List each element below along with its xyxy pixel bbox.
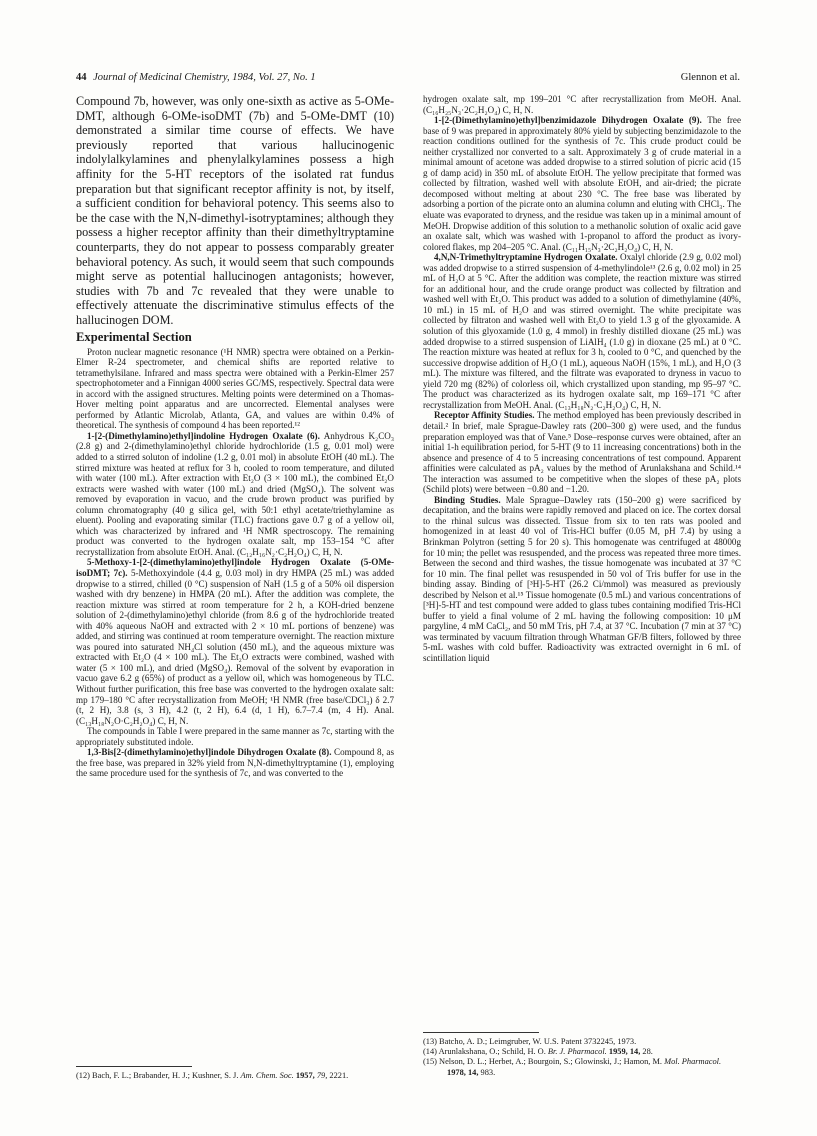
footnotes-left xyxy=(76,1066,394,1081)
binding-studies-text: Male Sprague–Dawley rats (150–200 g) were sacrificed by decapitation, and the brains were rapidly removed and placed on ice. The cortex dorsal to the rhinal sulcus was dissected. Tissue from six to ten rats was pooled and homogenized in at least 40 vol of Tris-HCl buffer (0.05 M, pH 7.4) by using a Brinkman Polytron (setting 5 for 20 s). This homogenate was centrifuged at 48000g for 10 min; the pellet was resuspended, and the process was repeated three more times. Between the second and third washes, the tissue homogenate was incubated at 37 °C for 10 min. The final pellet was resuspended in 50 vol of Tris buffer for use in the binding assay. Binding of [³H]-5-HT (26.2 Ci/mmol) was measured as previously described by Nelson et al.¹⁵ Tissue homogenate (0.5 mL) and various concentrations of [³H]-5-HT and test compound were added to glass tubes containing modified Tris-HCl buffer to yield a final volume of 2 mL having the following composition: 10 μM pargyline, 4 mM CaCl₂, and 50 mM Tris, pH 7.4, at 37 °C. Incubation (7 min at 37 °C) was terminated by vacuum filtration through Whatman GF/B filters, followed by three 5-mL washes with cold buffer. Radioactivity was extracted overnight in 6 mL of scintillation liquid xyxy=(423,494,742,663)
footnote-volume: 79, xyxy=(316,1071,328,1080)
page-number: 44 xyxy=(76,72,87,83)
footnote-year: 1957, xyxy=(295,1071,315,1080)
receptor-affinity-paragraph xyxy=(423,410,741,494)
compound-8-text: Compound 8, as the free base, was prepared in 32% yield from N,N-dimethyltryptamine (1), employing the same procedure used for the synthesis of 7c, and was converted to the xyxy=(76,747,394,779)
footnote-authors: Nelson, D. L.; Herbet, A.; Bourgoin, S.; Glowinski, J.; Hamon, M. xyxy=(439,1057,662,1067)
footnote-volume: 1978, 14, xyxy=(447,1067,479,1077)
footnote-number: (13) xyxy=(423,1037,437,1046)
footnote-15 xyxy=(423,1057,741,1077)
running-header xyxy=(76,70,740,86)
header-authors: Glennon et al. xyxy=(680,72,740,83)
footnote-pages: 983. xyxy=(480,1067,496,1077)
left-column xyxy=(76,94,394,779)
footnote-pages: 28. xyxy=(642,1047,653,1057)
table-compounds-paragraph: The compounds in Table I were prepared in the same manner as 7c, starting with the appropriately substituted indole. xyxy=(76,726,394,747)
compound-7c-paragraph xyxy=(76,557,394,726)
compound-7c-text: 5-Methoxyindole (4.4 g, 0.03 mol) in dry HMPA (25 mL) was added dropwise to a stirred, chilled (0 °C) suspension of NaH (1.5 g of a 50% oil dispersion washed with dry benzene) in HMPA (20 mL). After the addition was complete, the reaction mixture was stirred at room temperature for 2 h, a KOH-dried benzene solution of 2-(dimethylamino)ethyl chloride (from 8.6 g of the hydrochloride treated with 40% aqueous NaOH and extracted with 2 × 10 mL portions of benzene) was added, and stirring was continued at room temperature overnight. The reaction mixture was poured into saturated NH₄Cl solution (450 mL), and the aqueous mixture was extracted with Et₂O (4 × 100 mL). The Et₂O extracts were combined, washed with water (5 × 100 mL), and dried (MgSO₄). Removal of the solvent by evaporation in vacuo gave 6.2 g (65%) of product as a yellow oil, which was homogeneous by TLC. Without further purification, this free base was converted to the hydrogen oxalate salt: mp 179–180 °C after recrystallization from MeOH; ¹H NMR (free base/CDCl₃) δ 2.7 (t, 2 H), 3.8 (s, 3 H), 4.2 (t, 2 H), 6.4 (d, 1 H), 6.7–7.4 (m, 4 H). Anal. (C₁₃H₁₈N₂O·C₂H₂O₄) C, H, N. xyxy=(76,567,395,726)
footnote-rule xyxy=(76,1066,192,1067)
intro-paragraph: Compound 7b, however, was only one-sixth as active as 5-OMe-DMT, although 6-OMe-isoDMT (7b) and 5-OMe-DMT (10) demonstrated a similar time course of effects. We have previously reported that various hallucinogenic indolylalkylamines and phenylalkylamines possess a high affinity for the 5-HT receptors of the isolated rat fundus preparation but that significant receptor affinity is not, by itself, a sufficient condition for behavioral potency. This seems also to be the case with the N,N-dimethyl-isotryptamines; although they possess a higher receptor affinity than their dimethyltryptamine counterparts, they do not appear to possess comparably greater behavioral potency. As such, it would seem that such compounds might serve as potential hallucinogen antagonists; however, studies with 7b and 7c revealed that they were unable to effectively attenuate the discriminative stimulus effects of the hallucinogen DOM. xyxy=(76,94,394,327)
trimethyltryptamine-text: Oxalyl chloride (2.9 g, 0.02 mol) was added dropwise to a stirred suspension of 4-methylindole¹³ (2.6 g, 0.02 mol) in 25 mL of H₂O at 5 °C. After the addition was complete, the reaction mixture was stirred for an additional hour, and the crude orange product was collected by filtration and washed well with Et₂O. This product was added to a solution of dimethylamine (40%, 10 mL) in 15 mL of H₂O and was stirred overnight. The white precipitate was collected by filtraton and washed well with Et₂O to yield 1.3 g of the glyoxamide. A solution of this glyoxamide (1.0 g, 4 mmol) in freshly distilled dioxane (25 mL) was added dropwise to a stirred suspension of LiAlH₄ (1.0 g) in dioxane (25 mL) at 0 °C. The reaction mixture was heated at reflux for 3 h, cooled to 0 °C, and quenched by the successive dropwise addition of H₂O (1 mL), aqueous NaOH (15%, 1 mL), and H₂O (3 mL). The mixture was filtered, and the filtrate was evaporated to dryness in vacuo to yield 720 mg (82%) of colorless oil, which crystallized upon standing, mp 95–97 °C. The product was characterized as its hydrogen oxalate salt, mp 169–171 °C after recrystallization from MeOH. Anal. (C₁₃H₁₈N₂·C₂H₂O₄) C, H, N. xyxy=(423,252,742,410)
footnote-text: Batcho, A. D.; Leimgruber, W. U.S. Patent 3732245, 1973. xyxy=(439,1037,637,1046)
continuation-paragraph: hydrogen oxalate salt, mp 199–201 °C after recrystallization from MeOH. Anal. (C₁₆H₂₅N₃·2C₂H₂O₄) C, H, N. xyxy=(423,94,741,115)
footnote-authors: Arunlakshana, O.; Schild, H. O. xyxy=(438,1047,546,1057)
footnote-journal: Br. J. Pharmacol. xyxy=(547,1047,607,1057)
footnote-journal: Am. Chem. Soc. xyxy=(240,1071,294,1080)
footnote-14 xyxy=(423,1047,741,1057)
compound-6-heading: 1-[2-(Dimethylamino)ethyl]indoline Hydrogen Oxalate (6). xyxy=(87,430,320,441)
footnote-12 xyxy=(76,1071,394,1081)
receptor-affinity-heading: Receptor Affinity Studies. xyxy=(434,410,535,421)
footnote-number: (12) xyxy=(76,1071,90,1080)
footnote-volume: 1959, 14, xyxy=(608,1047,641,1057)
binding-studies-paragraph xyxy=(423,495,741,664)
right-column xyxy=(423,94,741,664)
compound-8-paragraph xyxy=(76,747,394,779)
trimethyltryptamine-heading: 4,N,N-Trimethyltryptamine Hydrogen Oxalate. xyxy=(434,252,618,263)
footnote-pages: 2221. xyxy=(329,1071,349,1080)
compound-9-heading: 1-[2-(Dimethylamino)ethyl]benzimidazole Dihydrogen Oxalate (9). xyxy=(434,115,702,126)
compound-7c-heading: 5-Methoxy-1-[2-(dimethylamino)ethyl]indole Hydrogen Oxalate (5-OMe-isoDMT; 7c). xyxy=(76,557,394,578)
compound-9-paragraph xyxy=(423,115,741,252)
compound-6-text: Anhydrous K₂CO₃ (2.8 g) and 2-(dimethylamino)ethyl chloride hydrochloride (1.5 g, 0.01 mol) were added to a stirred soluton of indoline (1.2 g, 0.01 mol) in absolute EtOH (40 mL). The stirred mixture was heated at reflux for 3 h, cooled to room temperature, and diluted with water (100 mL). After extraction with Et₂O (3 × 100 mL), the combined Et₂O extracts were washed with water (100 mL) and dried (MgSO₄). The solvent was removed by evaporation in vacuo, and the crude brown product was purified by column chromatography (40 g silica gel, with 50:1 ethyl acetate/triethylamine as eluent). Pooling and evaporating similar (TLC) fractions gave 0.7 g of a yellow oil, which was characterized by infrared and ¹H NMR spectroscopy. The remaining product was converted to the hydrogen oxalate salt, mp 153–154 °C after recrystallization from absolute EtOH. Anal. (C₁₂H₁₆N₂·C₂H₂O₄) C, H, N. xyxy=(76,430,394,557)
section-title: Experimental Section xyxy=(76,329,192,344)
footnote-rule xyxy=(423,1032,539,1033)
trimethyltryptamine-paragraph xyxy=(423,252,741,410)
footnote-13 xyxy=(423,1037,741,1047)
compound-8-heading: 1,3-Bis[2-(dimethylamino)ethyl]indole Dihydrogen Oxalate (8). xyxy=(87,747,332,758)
footnote-number: (14) xyxy=(423,1047,437,1057)
footnote-number: (15) xyxy=(423,1057,437,1067)
footnotes-right xyxy=(423,1032,741,1078)
journal-citation: Journal of Medicinal Chemistry, 1984, Vol. 27, No. 1 xyxy=(93,72,316,83)
footnote-authors: Bach, F. L.; Brabander, H. J.; Kushner, S. J. xyxy=(92,1071,239,1080)
binding-studies-heading: Binding Studies. xyxy=(434,494,501,505)
receptor-affinity-text: The method employed has been previously described in detail.² In brief, male Sprague-Dawley rats (200–300 g) were used, and the fundus preparation employed was that of Vane.⁵ Dose–response curves were obtained, after an initial 1-h equilibration period, for 5-HT (9 to 11 increasing concentrations) both in the absence and presence of 4 to 5 increasing concentrations of test compound. Apparent affinities were calculated as pA₂ values by the method of Arunlakshana and Schild.¹⁴ The interaction was assumed to be competitive when the slopes of these pA₂ plots (Schild plots) were between −0.80 and −1.20. xyxy=(423,410,741,495)
methods-paragraph: Proton nuclear magnetic resonance (¹H NMR) spectra were obtained on a Perkin-Elmer R-24 spectrometer, and chemical shifts are reported relative to tetramethylsilane. Infrared and mass spectra were obtained with a Perkin-Elmer 257 spectrophotometer and a Finnigan 4000 series GC/MS, respectively. Spectral data were in accord with the assigned structures. Melting points were determined on a Thomas-Hover melting point apparatus and are uncorrected. Elemental analyses were performed by Atlantic Microlab, Atlanta, GA, and values are within 0.4% of theoretical. The synthesis of compound 4 has been reported.¹² xyxy=(76,346,394,431)
footnote-journal: Mol. Pharmacol. xyxy=(664,1057,722,1067)
compound-9-text: The free base of 9 was prepared in approximately 80% yield by subjecting benzimidazole to the reaction conditions outlined for the synthesis of 7c. This crude product could be neither crystallized nor converted to a salt. Approximately 3 g of crude material in a minimal amount of acetone was added dropwise to a stirred solution of picric acid (15 g of damp acid) in 350 mL of absolute EtOH. The yellow precipitate that formed was collected by filtration, washed well with absolute EtOH, and air-dried; the picrate decomposed without melting at about 230 °C. The free base was liberated by adsorbing a portion of the picrate onto an alumina column and eluting with CHCl₃. The eluate was evaporated to dryness, and the residue was taken up in a minimal amount of MeOH. Dropwise addition of this solution to a methanolic solution of oxalic acid gave an oxalate salt, which was washed with 1-propanol to afford the product as ivory-colored flakes, mp 204–205 °C. Anal. (C₁₁H₁₅N₃·2C₂H₂O₄) C, H, N. xyxy=(423,115,742,252)
compound-6-paragraph xyxy=(76,431,394,558)
header-left xyxy=(76,70,316,86)
